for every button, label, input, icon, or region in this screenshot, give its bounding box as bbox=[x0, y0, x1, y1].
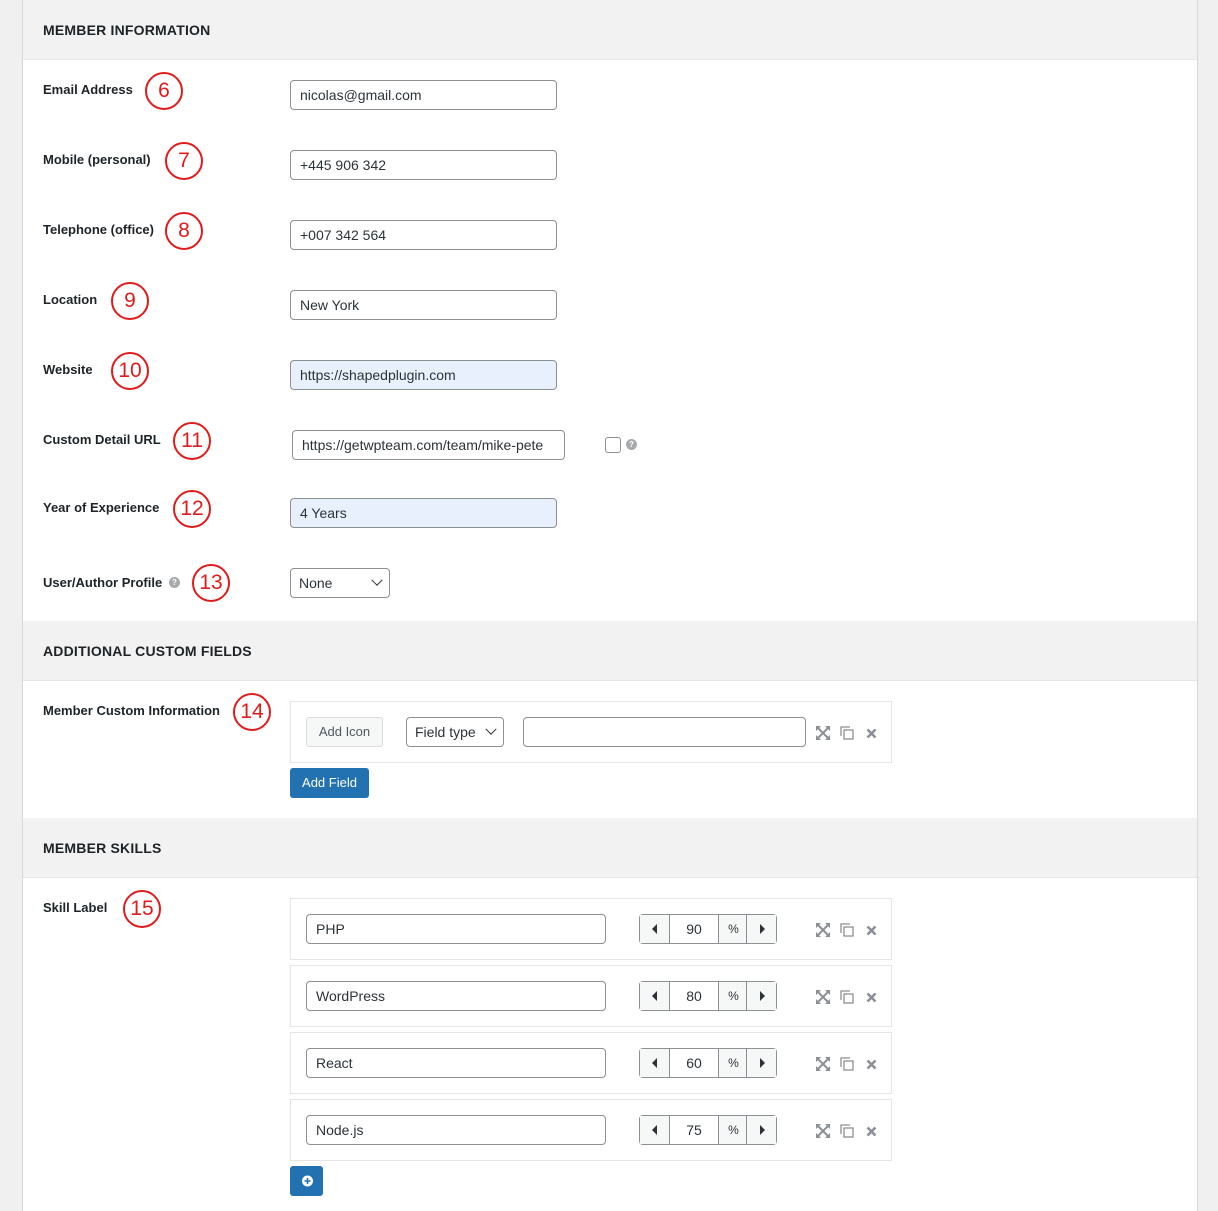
repeater-tools bbox=[815, 922, 879, 938]
custom-info-repeater bbox=[290, 701, 892, 763]
duplicate-icon[interactable] bbox=[839, 922, 855, 938]
caret-left-icon[interactable] bbox=[640, 915, 670, 943]
annotation-marker-8: 8 bbox=[165, 212, 203, 250]
chevron-down-icon bbox=[371, 575, 382, 586]
move-arrows-icon[interactable] bbox=[815, 725, 831, 741]
percent-unit: % bbox=[718, 1116, 748, 1144]
website-input[interactable]: https://shapedplugin.com bbox=[290, 360, 557, 390]
custom-url-input[interactable]: https://getwpteam.com/team/mike-pete bbox=[292, 430, 565, 460]
annotation-marker-15: 15 bbox=[123, 890, 161, 928]
close-x-icon[interactable] bbox=[863, 922, 879, 938]
location-label: Location bbox=[43, 292, 98, 307]
annotation-marker-7: 7 bbox=[165, 142, 203, 180]
skill-percent-stepper bbox=[639, 1115, 777, 1145]
section-member-skills: MEMBER SKILLS bbox=[23, 818, 1197, 878]
user-profile-label: User/Author Profile bbox=[43, 575, 163, 590]
mobile-label: Mobile (personal) bbox=[43, 152, 151, 167]
caret-left-icon[interactable] bbox=[640, 982, 670, 1010]
location-input[interactable]: New York bbox=[290, 290, 557, 320]
skill-name-input[interactable]: WordPress bbox=[306, 981, 606, 1011]
move-arrows-icon[interactable] bbox=[815, 1056, 831, 1072]
caret-left-icon[interactable] bbox=[640, 1116, 670, 1144]
annotation-marker-6: 6 bbox=[145, 72, 183, 110]
repeater-tools bbox=[815, 725, 879, 741]
close-x-icon[interactable] bbox=[863, 1123, 879, 1139]
annotation-marker-10: 10 bbox=[111, 352, 149, 390]
add-skill-button[interactable] bbox=[290, 1166, 323, 1196]
close-x-icon[interactable] bbox=[863, 989, 879, 1005]
user-profile-selected: None bbox=[299, 575, 333, 591]
plus-circle-icon bbox=[291, 1167, 324, 1195]
percent-unit: % bbox=[718, 1049, 748, 1077]
add-icon-button[interactable]: Add Icon bbox=[306, 717, 383, 747]
repeater-tools bbox=[815, 1056, 879, 1072]
email-input[interactable]: nicolas@gmail.com bbox=[290, 80, 557, 110]
annotation-marker-14: 14 bbox=[233, 693, 271, 731]
move-arrows-icon[interactable] bbox=[815, 989, 831, 1005]
annotation-marker-12: 12 bbox=[173, 490, 211, 528]
caret-right-icon[interactable] bbox=[746, 982, 776, 1010]
skill-row bbox=[290, 1099, 892, 1161]
skill-percent-value[interactable]: 75 bbox=[686, 1122, 702, 1138]
skill-percent-value[interactable]: 90 bbox=[686, 921, 702, 937]
skill-percent-stepper bbox=[639, 914, 777, 944]
skill-percent-stepper bbox=[639, 981, 777, 1011]
telephone-label: Telephone (office) bbox=[43, 222, 154, 237]
annotation-marker-9: 9 bbox=[111, 282, 149, 320]
section-member-information: MEMBER INFORMATION bbox=[23, 0, 1197, 60]
custom-url-label: Custom Detail URL bbox=[43, 432, 161, 447]
skill-row bbox=[290, 965, 892, 1027]
percent-unit: % bbox=[718, 915, 748, 943]
custom-info-value-input[interactable] bbox=[523, 717, 806, 747]
settings-panel bbox=[22, 0, 1198, 1211]
skill-label: Skill Label bbox=[43, 900, 108, 915]
telephone-input[interactable]: +007 342 564 bbox=[290, 220, 557, 250]
skill-name-input[interactable]: Node.js bbox=[306, 1115, 606, 1145]
skill-percent-value[interactable]: 80 bbox=[686, 988, 702, 1004]
percent-unit: % bbox=[718, 982, 748, 1010]
website-label: Website bbox=[43, 362, 93, 377]
skill-name-input[interactable]: React bbox=[306, 1048, 606, 1078]
chevron-down-icon bbox=[485, 724, 496, 735]
caret-right-icon[interactable] bbox=[746, 1116, 776, 1144]
caret-right-icon[interactable] bbox=[746, 1049, 776, 1077]
skill-percent-stepper bbox=[639, 1048, 777, 1078]
skill-row bbox=[290, 1032, 892, 1094]
duplicate-icon[interactable] bbox=[839, 1056, 855, 1072]
caret-right-icon[interactable] bbox=[746, 915, 776, 943]
add-field-button[interactable]: Add Field bbox=[290, 768, 369, 798]
move-arrows-icon[interactable] bbox=[815, 1123, 831, 1139]
repeater-tools bbox=[815, 989, 879, 1005]
question-circle-icon[interactable]: ? bbox=[626, 439, 637, 450]
skill-percent-value[interactable]: 60 bbox=[686, 1055, 702, 1071]
question-circle-icon[interactable]: ? bbox=[169, 577, 180, 588]
annotation-marker-11: 11 bbox=[173, 422, 211, 460]
user-profile-select[interactable] bbox=[290, 568, 390, 598]
email-label: Email Address bbox=[43, 82, 133, 97]
duplicate-icon[interactable] bbox=[839, 725, 855, 741]
close-x-icon[interactable] bbox=[863, 725, 879, 741]
custom-url-checkbox[interactable] bbox=[605, 437, 621, 453]
caret-left-icon[interactable] bbox=[640, 1049, 670, 1077]
custom-info-label: Member Custom Information bbox=[43, 703, 220, 718]
field-type-selected: Field type bbox=[415, 724, 476, 740]
experience-label: Year of Experience bbox=[43, 500, 160, 515]
experience-input[interactable]: 4 Years bbox=[290, 498, 557, 528]
repeater-tools bbox=[815, 1123, 879, 1139]
mobile-input[interactable]: +445 906 342 bbox=[290, 150, 557, 180]
skill-row bbox=[290, 898, 892, 960]
move-arrows-icon[interactable] bbox=[815, 922, 831, 938]
field-type-select[interactable] bbox=[406, 717, 504, 747]
section-additional-custom-fields: ADDITIONAL CUSTOM FIELDS bbox=[23, 621, 1197, 681]
duplicate-icon[interactable] bbox=[839, 1123, 855, 1139]
duplicate-icon[interactable] bbox=[839, 989, 855, 1005]
skill-name-input[interactable]: PHP bbox=[306, 914, 606, 944]
close-x-icon[interactable] bbox=[863, 1056, 879, 1072]
annotation-marker-13: 13 bbox=[192, 564, 230, 602]
